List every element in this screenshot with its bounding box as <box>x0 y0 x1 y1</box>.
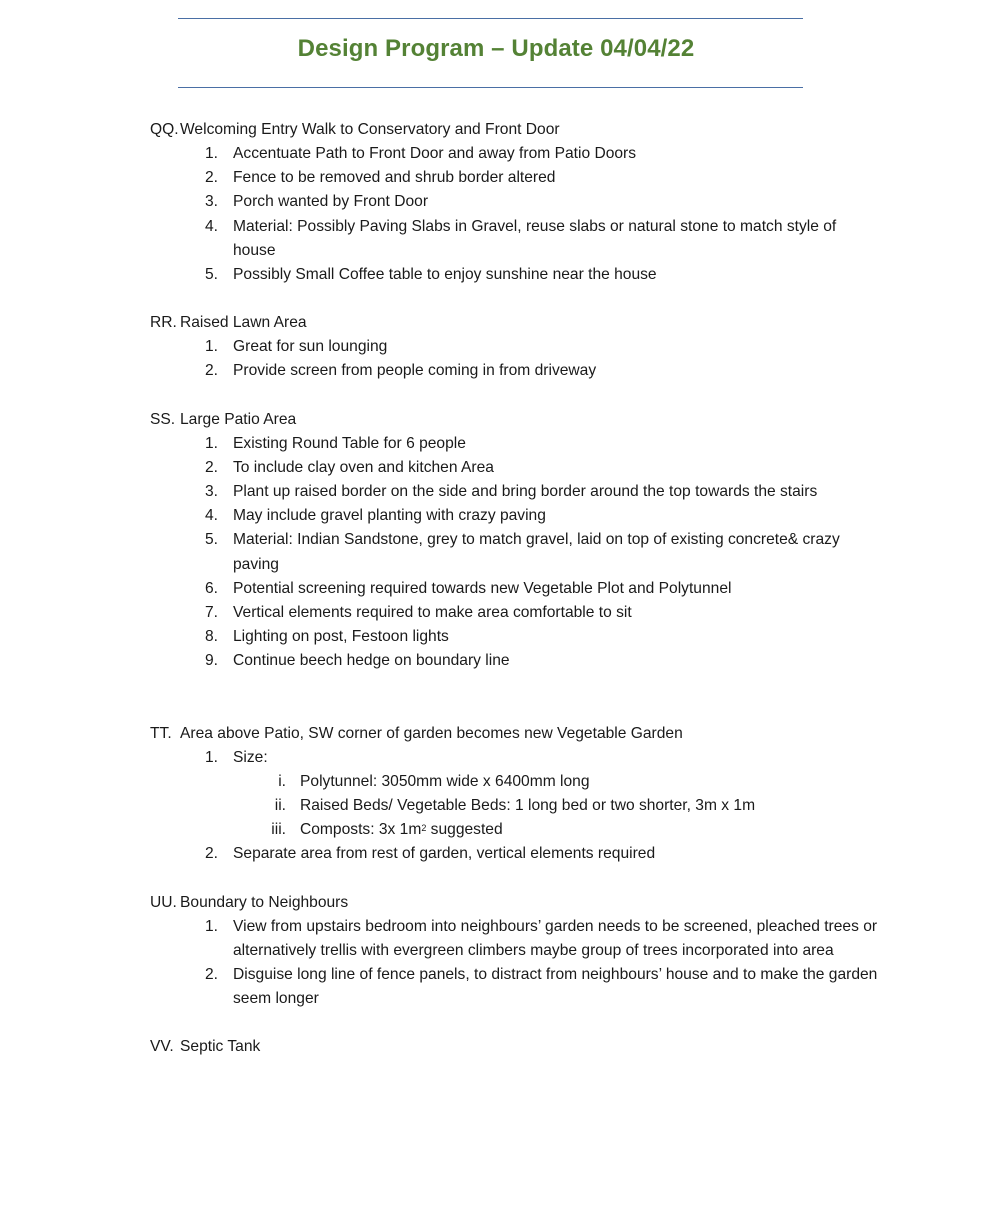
sub-item-number: ii. <box>274 797 286 815</box>
list-item <box>0 456 992 480</box>
section-title: Area above Patio, SW corner of garden becomes new Vegetable Garden <box>180 724 683 742</box>
list-item <box>0 649 992 673</box>
superscript: 2 <box>421 823 427 834</box>
item-number: 2. <box>204 169 218 187</box>
sub-item-text-main: Composts: 3x 1m <box>300 821 422 839</box>
item-text: Separate area from rest of garden, vertical elements required <box>233 845 656 863</box>
item-text: Great for sun lounging <box>233 338 388 356</box>
section-letter: VV. <box>150 1038 174 1056</box>
section-heading <box>0 722 992 746</box>
item-number: 1. <box>204 338 218 356</box>
item-text: May include gravel planting with crazy paving <box>233 507 546 525</box>
item-text: To include clay oven and kitchen Area <box>233 458 494 476</box>
item-text: Potential screening required towards new Vegetable Plot and Polytunnel <box>233 579 732 597</box>
item-text: Vertical elements required to make area comfortable to sit <box>233 604 632 622</box>
section-heading <box>0 408 992 432</box>
item-number: 4. <box>204 507 218 525</box>
section-title: Septic Tank <box>180 1038 261 1056</box>
item-number: 8. <box>204 628 218 646</box>
list-item <box>0 215 992 263</box>
section-title: Raised Lawn Area <box>180 314 307 332</box>
section-letter: RR. <box>150 314 177 332</box>
sub-item-number: i. <box>278 772 286 790</box>
item-text: Size: <box>233 748 268 766</box>
bottom-rule <box>178 87 803 88</box>
sub-item-text <box>300 818 992 842</box>
list-item <box>0 915 992 963</box>
item-number: 2. <box>204 966 218 984</box>
list-item <box>0 190 992 214</box>
list-item <box>0 432 992 456</box>
section-letter: QQ. <box>150 121 179 138</box>
sub-item-number: iii. <box>271 821 286 839</box>
list-item <box>0 359 992 383</box>
section-letter: SS. <box>150 410 176 428</box>
item-number: 5. <box>204 266 218 284</box>
item-text: Lighting on post, Festoon lights <box>233 628 449 646</box>
item-text: Accentuate Path to Front Door and away from Patio Doors <box>233 145 637 162</box>
document-title: Design Program – Update 04/04/22 <box>297 35 695 62</box>
sub-list-item <box>0 794 992 818</box>
section-title: Boundary to Neighbours <box>180 893 349 911</box>
sub-item-text: Raised Beds/ Vegetable Beds: 1 long bed or two shorter, 3m x 1m <box>300 797 756 815</box>
item-text: Fence to be removed and shrub border altered <box>233 169 556 187</box>
item-number: 7. <box>204 604 218 622</box>
item-number: 1. <box>204 917 218 935</box>
list-item <box>0 601 992 625</box>
section-heading <box>0 891 992 915</box>
list-item <box>0 746 992 770</box>
item-text: Existing Round Table for 6 people <box>233 434 466 452</box>
item-text: Disguise long line of fence panels, to distract from neighbours’ house and to make the garden seem longer <box>233 966 878 1008</box>
item-number: 3. <box>204 483 218 501</box>
section-title: Welcoming Entry Walk to Conservatory and Front Door <box>180 121 560 138</box>
item-text: Plant up raised border on the side and bring border around the top towards the stairs <box>233 483 818 501</box>
section-heading <box>0 118 992 142</box>
section-letter: TT. <box>150 724 172 742</box>
item-text: Material: Indian Sandstone, grey to match gravel, laid on top of existing concrete& crazy paving <box>233 531 840 573</box>
list-item <box>0 166 992 190</box>
item-text: Possibly Small Coffee table to enjoy sunshine near the house <box>233 266 657 284</box>
sub-list-item <box>0 770 992 794</box>
list-item <box>0 963 992 1011</box>
item-number: 1. <box>204 434 218 452</box>
item-number: 2. <box>204 845 218 863</box>
item-number: 1. <box>204 748 218 766</box>
item-number: 3. <box>204 193 218 211</box>
section-letter: UU. <box>150 893 177 911</box>
item-text: View from upstairs bedroom into neighbours’ garden needs to be screened, pleached trees or alternatively trellis with evergreen climbers maybe group of trees incorporated into area <box>233 917 878 959</box>
list-item <box>0 842 992 866</box>
item-number: 9. <box>204 652 218 670</box>
document-body <box>0 118 992 1059</box>
section-heading <box>0 1035 992 1059</box>
sub-item-text-after: suggested <box>426 821 503 839</box>
sub-list-item <box>0 818 992 842</box>
top-rule <box>178 18 803 19</box>
item-number: 2. <box>204 362 218 380</box>
item-text: Porch wanted by Front Door <box>233 193 429 211</box>
item-text: Material: Possibly Paving Slabs in Gravel, reuse slabs or natural stone to match style of house <box>233 217 837 259</box>
list-item <box>0 263 992 287</box>
item-number: 4. <box>204 217 218 235</box>
item-text: Continue beech hedge on boundary line <box>233 652 510 670</box>
item-number: 5. <box>204 531 218 549</box>
list-item <box>0 625 992 649</box>
list-item <box>0 577 992 601</box>
section-title: Large Patio Area <box>180 410 297 428</box>
section-heading <box>0 311 992 335</box>
item-number: 2. <box>204 458 218 476</box>
list-item <box>0 335 992 359</box>
list-item <box>0 480 992 504</box>
sub-item-text: Polytunnel: 3050mm wide x 6400mm long <box>300 772 590 790</box>
list-item <box>0 504 992 528</box>
item-number: 6. <box>204 579 218 597</box>
list-item <box>0 528 992 576</box>
item-number: 1. <box>204 145 218 162</box>
list-item <box>0 142 992 166</box>
item-text: Provide screen from people coming in from driveway <box>233 362 597 380</box>
